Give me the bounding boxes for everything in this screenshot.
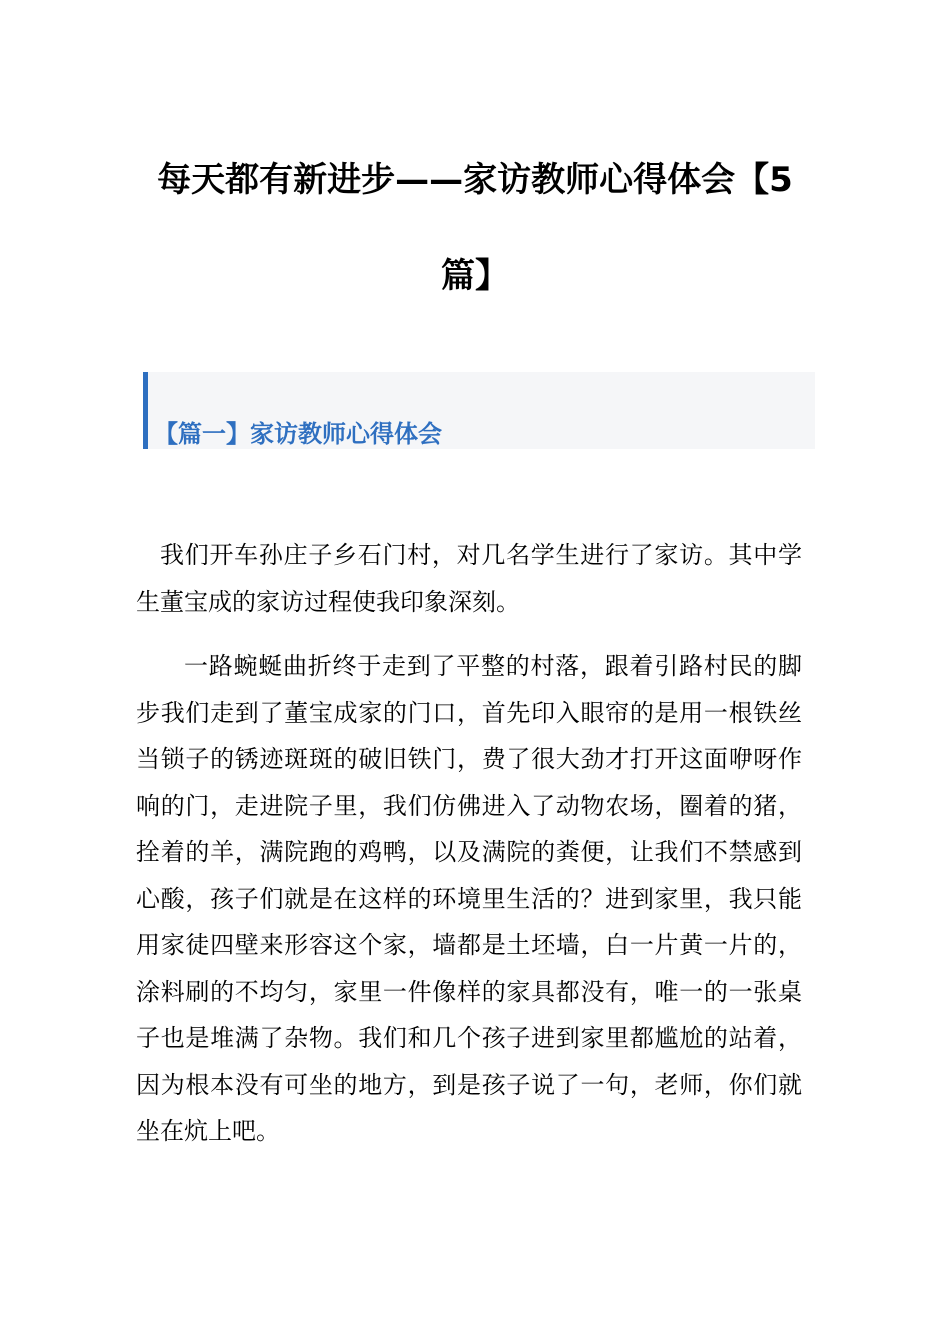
document-title: 每天都有新进步——家访教师心得体会【5篇】	[157, 160, 793, 296]
paragraph-1: 我们开车孙庄子乡石门村，对几名学生进行了家访。其中学生董宝成的家访过程使我印象深刻。	[136, 541, 802, 616]
section-heading-block	[143, 372, 815, 449]
section-heading: 【篇一】家访教师心得体会	[154, 420, 442, 448]
paragraph-2: 一路蜿蜒曲折终于走到了平整的村落，跟着引路村民的脚步我们走到了董宝成家的门口，首先印入眼帘的是用一根铁丝当锁子的锈迹斑斑的破旧铁门，费了很大劲才打开这面咿呀作响的门，走进院子里，我们仿佛进入了动物农场，圈着的猪，拴着的羊，满院跑的鸡鸭，以及满院的粪便，让我们不禁感到心酸，孩子们就是在这样的环境里生活的？进到家里，我只能用家徒四壁来形容这个家，墙都是土坯墙，白一片黄一片的，涂料刷的不均匀，家里一件像样的家具都没有，唯一的一张桌子也是堆满了杂物。我们和几个孩子进到家里都尴尬的站着，因为根本没有可坐的地方，到是孩子说了一句，老师，你们就坐在炕上吧。	[136, 652, 802, 1145]
